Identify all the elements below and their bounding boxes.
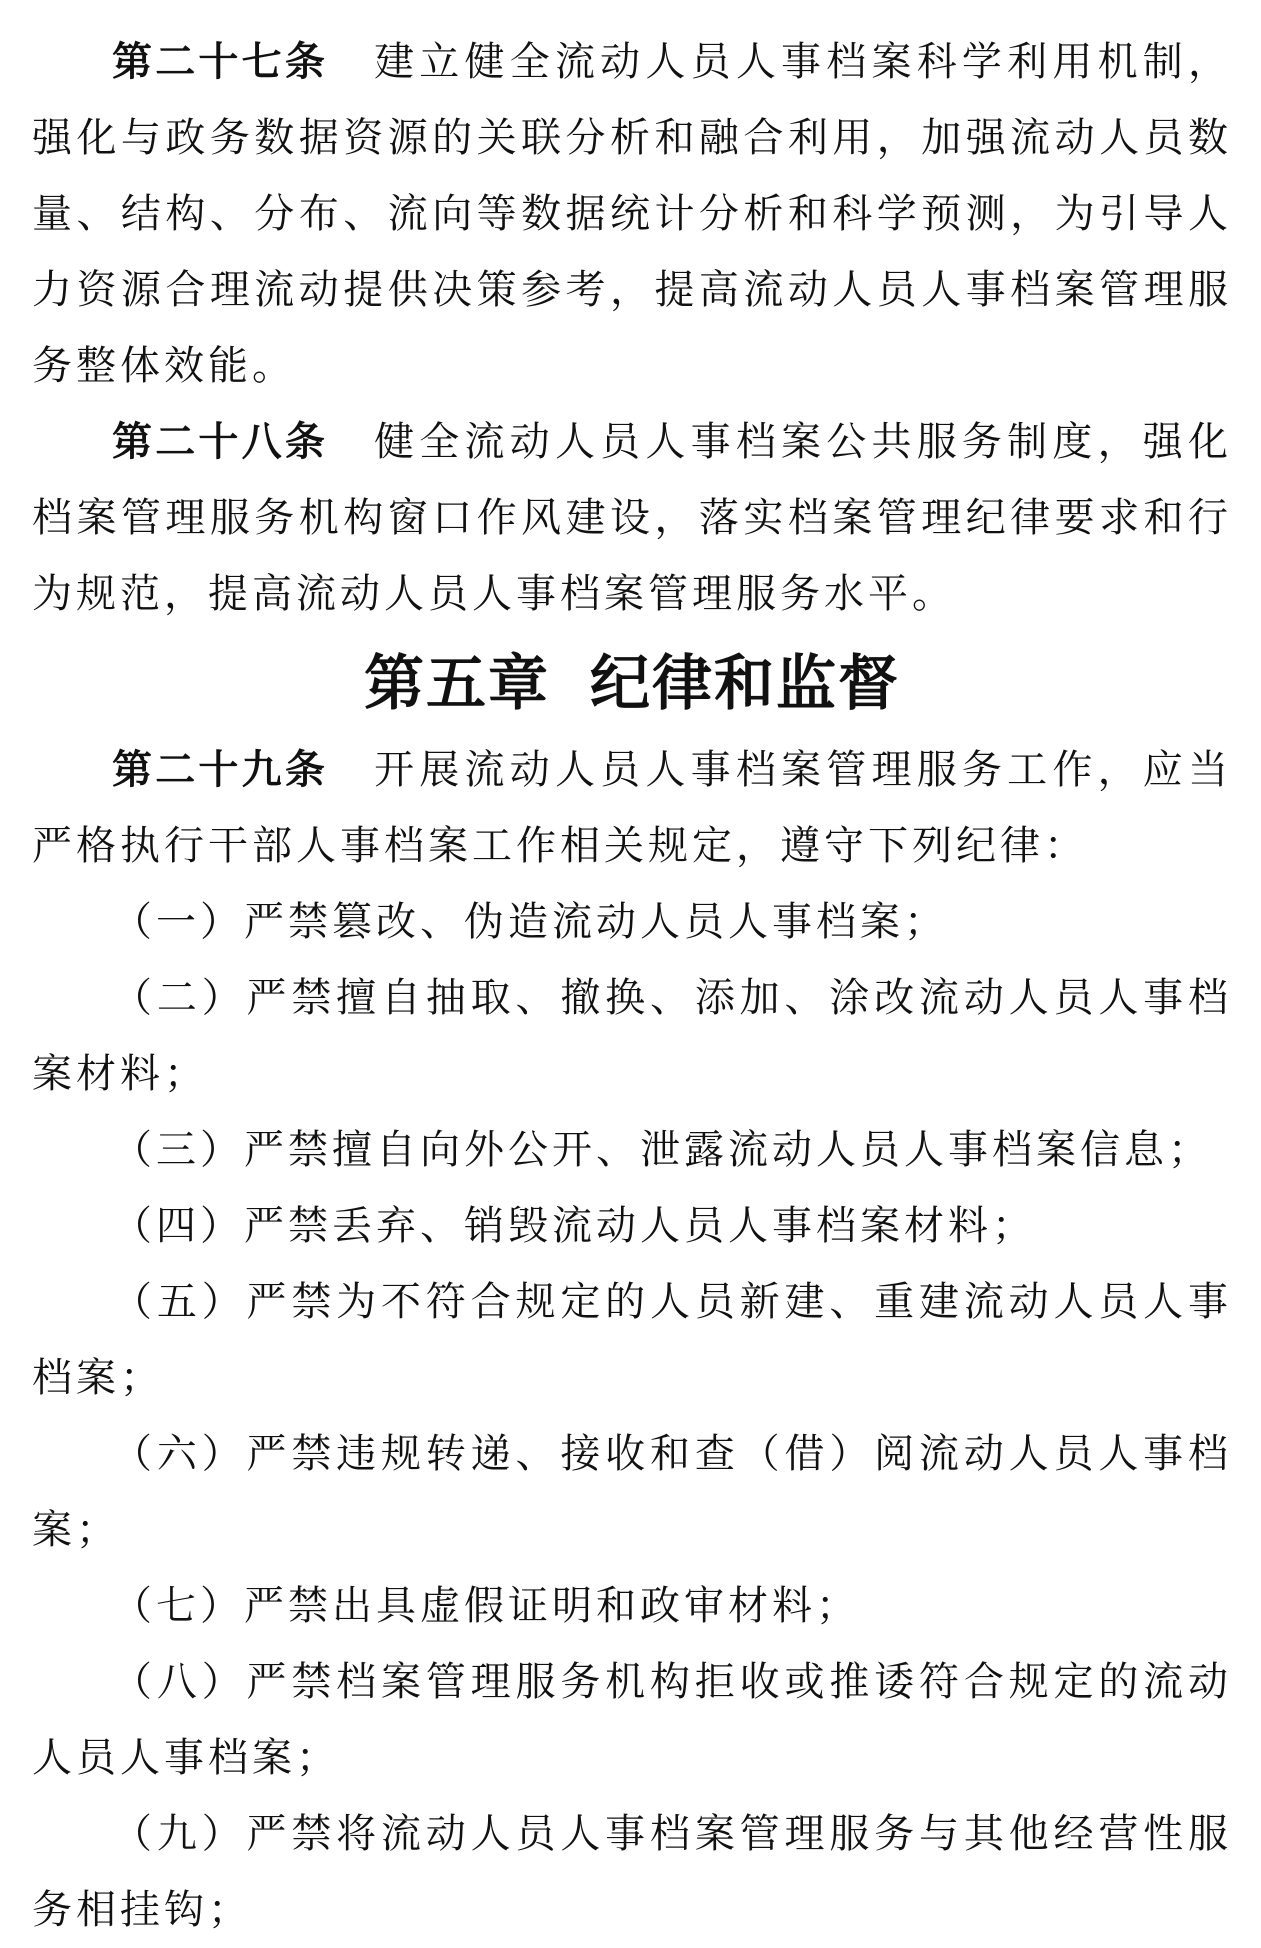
list-item: （二）严禁擅自抽取、撤换、添加、涂改流动人员人事档案材料； (32, 975, 1232, 1097)
article-text: 开展流动人员人事档案管理服务工作，应当严格执行干部人事档案工作相关规定，遵守下列纪律： (32, 747, 1233, 869)
list-item: （八）严禁档案管理服务机构拒收或推诿符合规定的流动人员人事档案； (32, 1659, 1232, 1781)
article-text: 建立健全流动人员人事档案科学利用机制，强化与政务数据资源的关联分析和融合利用，加强流动人员数量、结构、分布、流向等数据统计分析和科学预测，为引导人力资源合理流动提供决策参考，提高流动人员人事档案管理服务整体效能。 (32, 39, 1233, 389)
article-27 (32, 24, 1232, 404)
chapter-title: 纪律和监督 (590, 649, 900, 719)
article-number: 第二十九条 (112, 747, 329, 793)
article-28 (32, 404, 1232, 632)
chapter-heading (32, 632, 1232, 732)
list-item: （五）严禁为不符合规定的人员新建、重建流动人员人事档案； (32, 1279, 1232, 1401)
document-page (32, 24, 1232, 1948)
list-item: （九）严禁将流动人员人事档案管理服务与其他经营性服务相挂钩； (32, 1811, 1232, 1933)
list-item: （四）严禁丢弃、销毁流动人员人事档案材料； (112, 1203, 1036, 1249)
chapter-number: 第五章 (364, 649, 550, 719)
list-item: （六）严禁违规转递、接收和查（借）阅流动人员人事档案； (32, 1431, 1232, 1553)
list-item: （三）严禁擅自向外公开、泄露流动人员人事档案信息； (112, 1127, 1212, 1173)
list-item: （一）严禁篡改、伪造流动人员人事档案； (112, 899, 948, 945)
article-number: 第二十八条 (112, 419, 329, 465)
article-text: 健全流动人员人事档案公共服务制度，强化档案管理服务机构窗口作风建设，落实档案管理纪律要求和行为规范，提高流动人员人事档案管理服务水平。 (32, 419, 1233, 617)
article-number: 第二十七条 (112, 39, 329, 85)
list-item: （七）严禁出具虚假证明和政审材料； (112, 1583, 860, 1629)
article-29 (32, 732, 1232, 884)
